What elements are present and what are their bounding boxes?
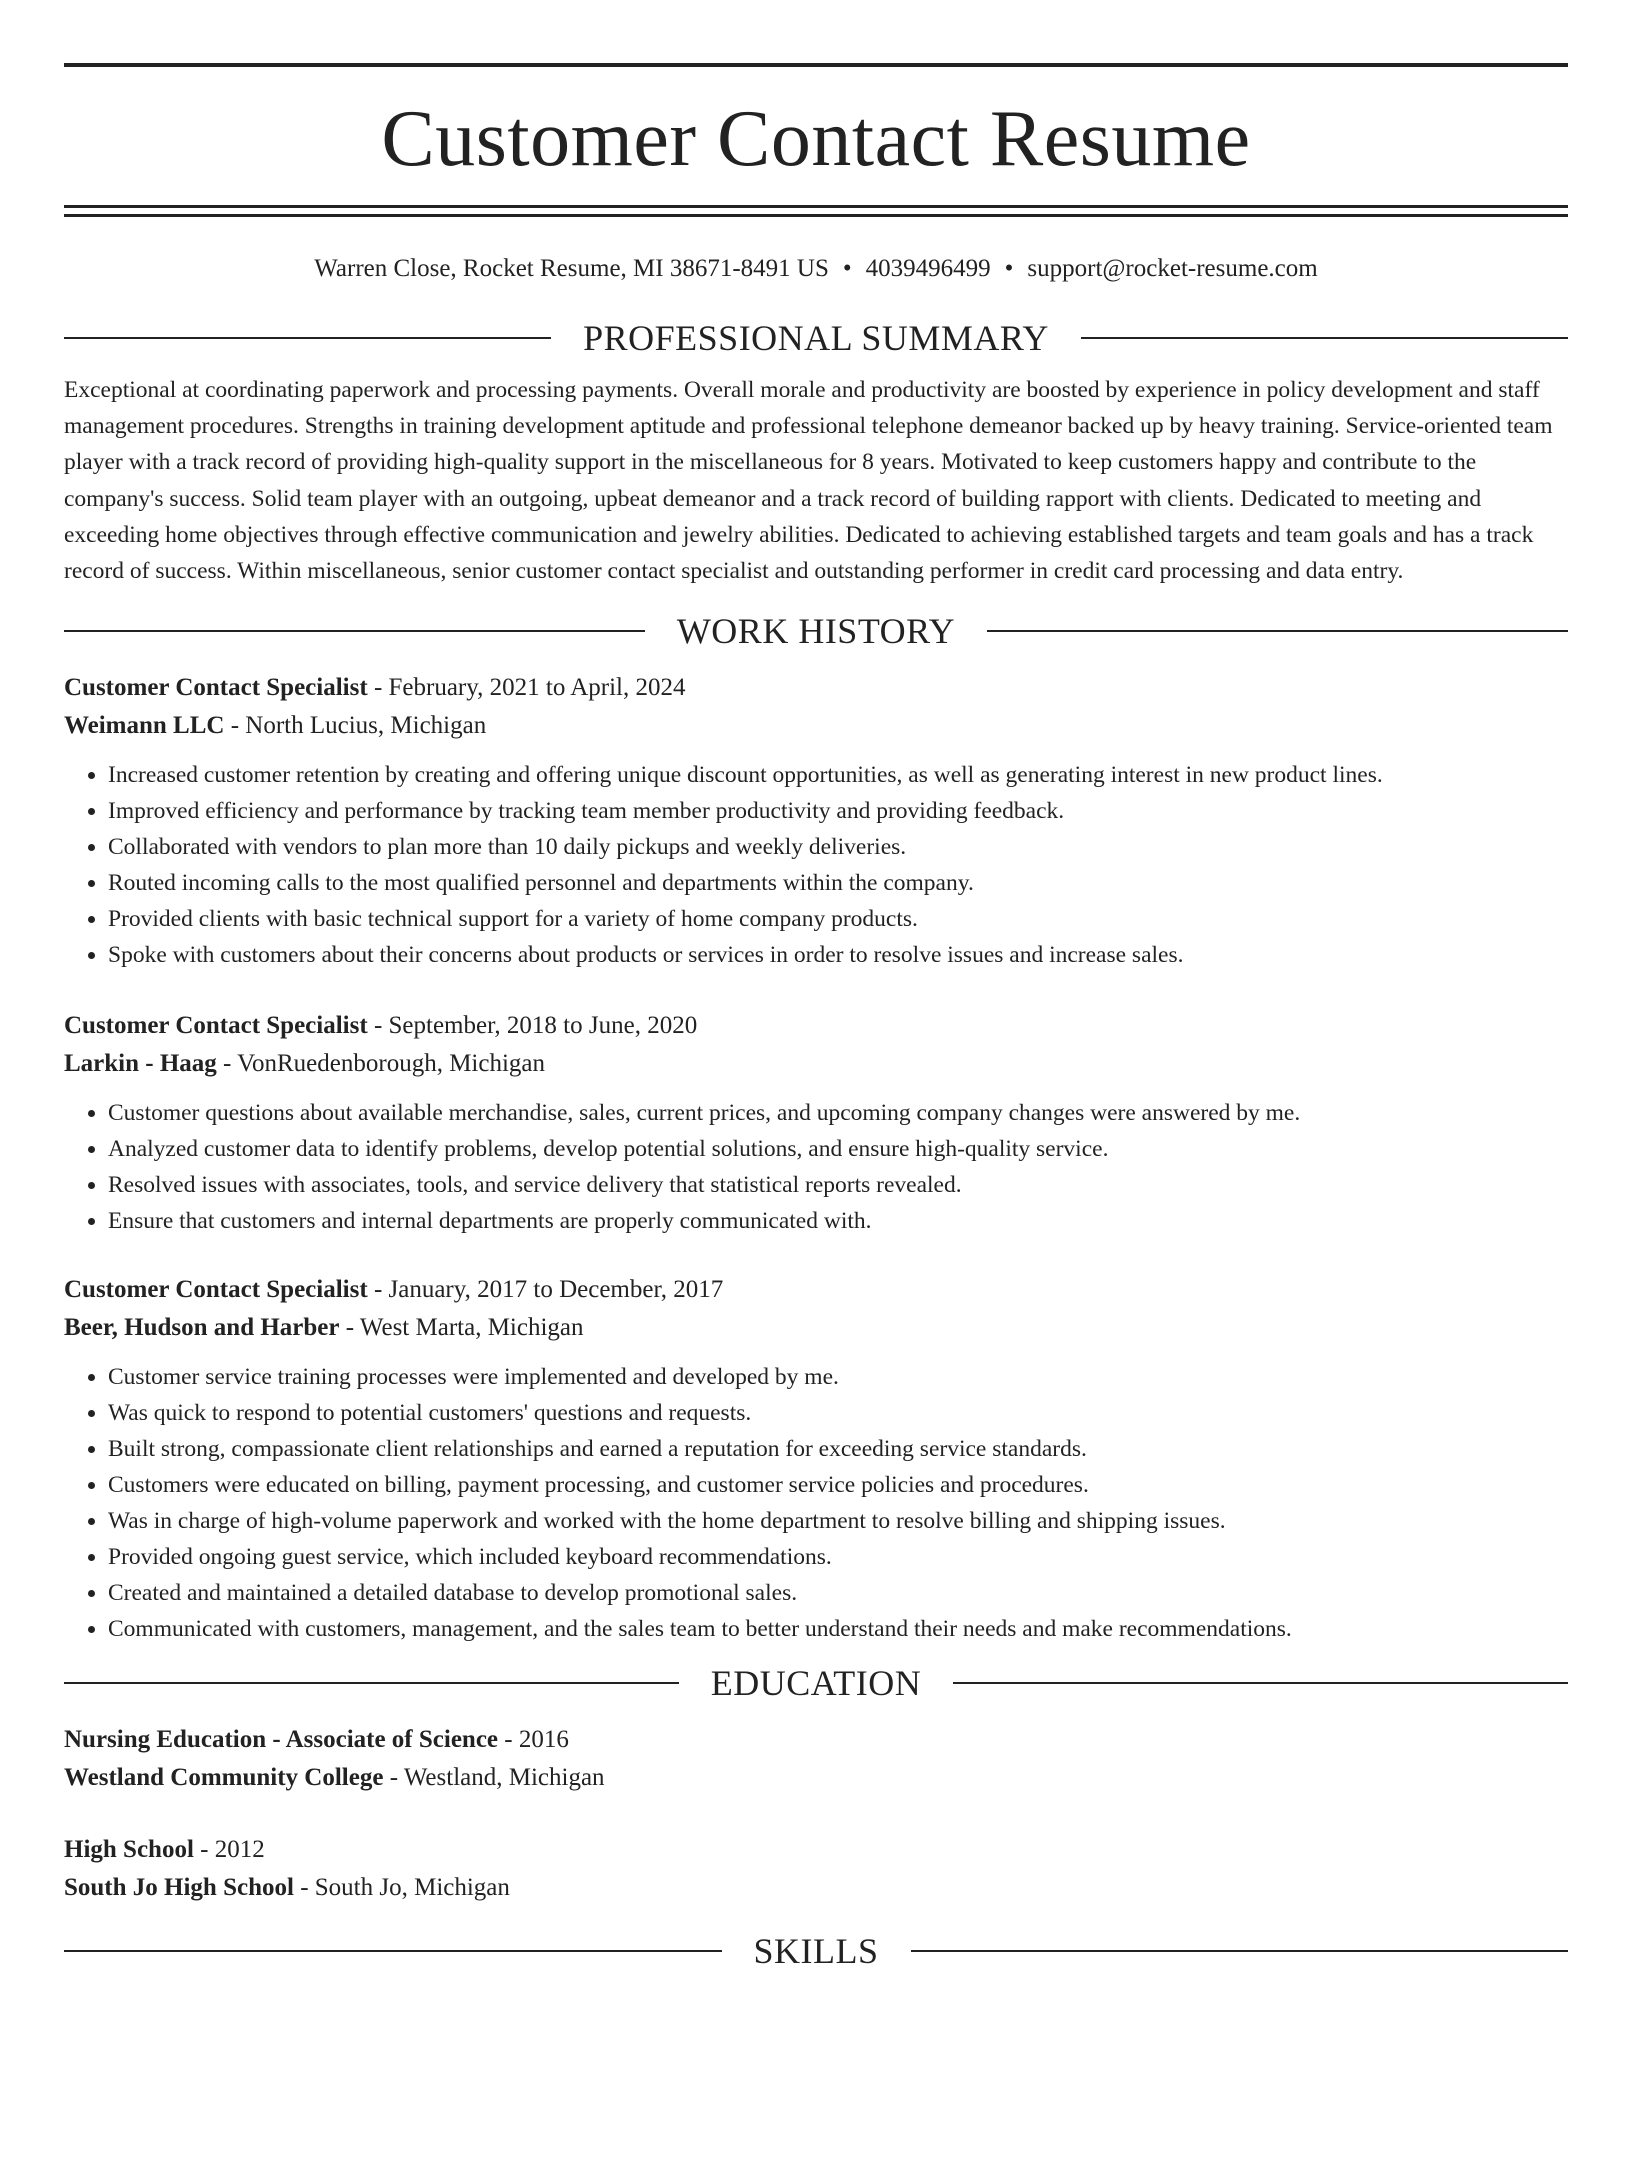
job-bullet: • Communicated with customers, management, and the sales team to better understand their needs and make recommendations. [108,1611,1568,1647]
job-bullets [64,1359,1568,1647]
education-section-heading [64,1661,1568,1705]
job-company: Larkin - Haag [64,1050,217,1078]
job-bullet: • Built strong, compassionate client relationships and earned a reputation for exceeding service standards. [108,1431,1568,1467]
job-bullet: • Collaborated with vendors to plan more than 10 daily pickups and weekly deliveries. [108,829,1568,865]
job-bullets [64,1095,1568,1239]
skills-heading: SKILLS [753,1931,879,1972]
job-company: Weimann LLC [64,712,225,740]
work-heading: WORK HISTORY [676,611,956,652]
summary-section-heading [64,316,1568,360]
job-bullet: • Was quick to respond to potential customers' questions and requests. [108,1395,1568,1431]
job-dates: - January, 2017 to December, 2017 [373,1276,724,1304]
job-location: - North Lucius, Michigan [230,712,487,740]
summary-heading: PROFESSIONAL SUMMARY [583,318,1049,358]
job-bullet: • Was in charge of high-volume paperwork and worked with the home department to resolve billing and shipping issues. [108,1503,1568,1539]
education-degree-line [64,1721,1568,1759]
job-entry [64,1007,1568,1239]
job-company-line [64,707,1568,745]
job-bullet: • Increased customer retention by creating and offering unique discount opportunities, as well as generating interest in new product lines. [108,757,1568,793]
job-company-line [64,1045,1568,1083]
contact-separator: • [842,255,852,282]
job-bullet: • Analyzed customer data to identify problems, develop potential solutions, and ensure high-quality service. [108,1131,1568,1167]
education-school-line [64,1759,1568,1797]
education-heading: EDUCATION [710,1663,922,1704]
education-degree: High School [64,1836,194,1864]
job-bullet: • Customers were educated on billing, payment processing, and customer service policies and procedures. [108,1467,1568,1503]
education-school: South Jo High School [64,1874,294,1902]
job-bullet: • Resolved issues with associates, tools, and service delivery that statistical reports revealed. [108,1167,1568,1203]
education-location: - Westland, Michigan [389,1764,605,1792]
education-school: Westland Community College [64,1764,384,1792]
job-bullet: • Spoke with customers about their concerns about products or services in order to resolve issues and increase sales. [108,937,1568,973]
job-title-line [64,1271,1568,1309]
heading-rule-left [64,1950,722,1952]
contact-email: support@rocket-resume.com [1027,255,1318,282]
job-bullet: • Created and maintained a detailed database to develop promotional sales. [108,1575,1568,1611]
heading-rule-left [64,337,551,339]
job-title-line [64,669,1568,707]
job-bullet: • Customer questions about available merchandise, sales, current prices, and upcoming company changes were answered by me. [108,1095,1568,1131]
job-title: Customer Contact Specialist [64,1276,368,1304]
education-entry [64,1831,1568,1907]
job-location: - VonRuedenborough, Michigan [223,1050,546,1078]
education-year: - 2012 [200,1836,265,1864]
job-company: Beer, Hudson and Harber [64,1314,340,1342]
work-section-heading [64,609,1568,653]
job-title-line [64,1007,1568,1045]
heading-rule-right [911,1950,1569,1952]
job-bullets [64,757,1568,973]
heading-rule-right [987,630,1568,632]
job-title: Customer Contact Specialist [64,1012,368,1040]
job-bullet: • Improved efficiency and performance by tracking team member productivity and providing feedback. [108,793,1568,829]
job-location: - West Marta, Michigan [345,1314,584,1342]
contact-address: Warren Close, Rocket Resume, MI 38671-8491 US [314,255,829,282]
job-dates: - September, 2018 to June, 2020 [373,1012,698,1040]
heading-rule-left [64,1682,679,1684]
education-location: - South Jo, Michigan [300,1874,510,1902]
contact-separator: • [1004,255,1014,282]
heading-rule-right [1081,337,1568,339]
job-bullet: • Customer service training processes were implemented and developed by me. [108,1359,1568,1395]
education-degree-line [64,1831,1568,1869]
contact-line [64,254,1568,294]
job-entry [64,1271,1568,1647]
job-title: Customer Contact Specialist [64,674,368,702]
job-bullet: • Ensure that customers and internal departments are properly communicated with. [108,1203,1568,1239]
top-rule [64,63,1568,67]
heading-rule-left [64,630,645,632]
education-school-line [64,1869,1568,1907]
education-year: - 2016 [504,1726,569,1754]
title-double-rule [64,205,1568,217]
job-company-line [64,1309,1568,1347]
skills-section-heading [64,1929,1568,1973]
resume-page [0,63,1632,2175]
heading-rule-right [953,1682,1568,1684]
job-bullet: • Routed incoming calls to the most qualified personnel and departments within the company. [108,865,1568,901]
job-bullet: • Provided ongoing guest service, which included keyboard recommendations. [108,1539,1568,1575]
contact-phone: 4039496499 [865,255,991,282]
summary-text: Exceptional at coordinating paperwork and processing payments. Overall morale and productivity are boosted by experience in policy development and staff management procedures. Strengths in training development aptitude and professional telephone demeanor backed up by heavy training. Service-oriented team player with a track record of providing high-quality support in the miscellaneous for 8 years. Motivated to keep customers happy and contribute to the company's success. Solid team player with an outgoing, upbeat demeanor and a track record of building rapport with clients. Dedicated to meeting and exceeding home objectives through effective communication and jewelry abilities. Dedicated to achieving established targets and team goals and has a track record of success. Within miscellaneous, senior customer contact specialist and outstanding performer in credit card processing and data entry. [64,377,1553,585]
job-entry [64,669,1568,973]
education-entry [64,1721,1568,1797]
education-degree: Nursing Education - Associate of Science [64,1726,499,1754]
job-bullet: • Provided clients with basic technical support for a variety of home company products. [108,901,1568,937]
resume-title: Customer Contact Resume [381,95,1251,183]
job-dates: - February, 2021 to April, 2024 [373,674,686,702]
